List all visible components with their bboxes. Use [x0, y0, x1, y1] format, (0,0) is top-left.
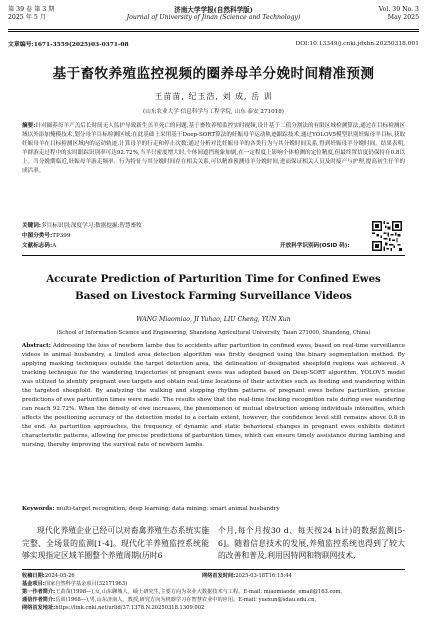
authors-cn: 王苗苗, 纪玉浩, 刘 成, 岳 训: [154, 92, 273, 101]
received-label: 收稿日期:: [22, 573, 45, 579]
keywords-en-text: multi-target recognition; deep learning; data mining; smart animal husbandry: [56, 506, 280, 512]
abstract-en: [22, 342, 405, 450]
header-rule: [8, 29, 419, 30]
document-code: [22, 242, 56, 251]
received-date: 2024-05-26: [44, 573, 75, 579]
document-code-label: 文献标志码:: [22, 243, 53, 249]
clc-value: TP399: [52, 233, 71, 239]
body-text-right: 个月,每个月按30 d、每天按24 h计)的数据监测[5-6]。随着信息技术的发展,养殖监控系统也得到了较大的改善和普及,利用因特网和物联网技术,: [218, 526, 405, 561]
journal-name-cn: 济南大学学报(自然科学版): [174, 6, 253, 14]
osid-label: 开放科学识别码(OSID 码):: [280, 243, 350, 249]
online-date: 2025-03-18T16:15:44: [235, 573, 292, 579]
title-cn: 基于畜牧养殖监控视频的圈养母羊分娩时间精准预测: [52, 66, 375, 82]
body-text-left: 现代化养殖企业已经可以对畜禽养殖生态系统实施完整、全场景的监测[1-4]。现代化羊养殖监控系统能够实现指定区域羊圈整个养殖周期(历时6: [22, 526, 209, 561]
volume-en: Vol. 39 No. 3: [378, 6, 419, 13]
clc-number: [22, 232, 70, 241]
authors-en: WANG Miaomiao, JI Yuhao, LIU Cheng, YUN Xun: [136, 316, 291, 323]
date-en: May 2025: [387, 14, 419, 21]
journal-name-en: Journal of University of Jinan (Science and Technology): [126, 14, 301, 21]
first-author-label: 第一作者简介:: [22, 589, 56, 595]
date-cn: 2025 年 5 月: [8, 14, 46, 21]
header-right: [379, 6, 419, 22]
document-code-value: A: [52, 243, 57, 249]
url-label: 网络首发地址:: [22, 605, 56, 611]
abstract-cn: [22, 122, 405, 177]
keywords-en: [22, 505, 405, 514]
doi: DOI:10.13349/j.cnki.jdxbn.20250318.001: [295, 41, 419, 47]
title-en-line1: Accurate Prediction of Parturition Time for Confined Ewes: [46, 273, 381, 285]
article-meta: [8, 40, 419, 49]
keywords-en-label: Keywords:: [22, 506, 55, 512]
title-en-line2: Based on Livestock Farming Surveillance Videos: [75, 289, 352, 302]
corresponding-text: 岳训(1968—),男,山东济南人。教授,研究方向为机器学习在智慧农业中的应用。E-mail: yuexun@sdau.edu.cn。: [55, 597, 320, 603]
online-url[interactable]: https://link.cnki.net/urlid/37.1378.N.20250318.1309.002: [55, 605, 205, 611]
footnote-fund: [22, 580, 405, 588]
footnote-rule: [22, 569, 405, 570]
first-author-text: 王苗苗(1998—),女,山东聊城人。硕士研究生,主要方向为农业大数据技术与工程。E-mail: miaomiaode_email@163.com。: [55, 589, 346, 595]
corresponding-label: 通信作者简介:: [22, 597, 56, 603]
fund-text: 国家自然科学基金项目(32171963): [44, 581, 128, 587]
running-header: [8, 4, 419, 28]
keywords-cn-label: 关键词:: [22, 223, 42, 229]
affiliation-en: (School of Information Science and Engineering, Shandong Agricultural University, Taian 271000, Shandong, China): [56, 330, 371, 336]
abstract-cn-text: 针对圈养母羊产羔后长时间无人监护导致新生羔羊死亡的问题,基于畜牧养殖监控实时视频,设计基于二值分割法的有限区域检测算法,通过在目标检测区域以外添加掩模技术,划分母羊目标检测区域;在此基础上采用基于Deep-SORT算法的妊娠母羊运动轨迹跟踪技术,通过YOLOV5模型识别妊娠母羊目标,获取妊娠母羊在目标检测区域内的运动轨迹,计算母羊的行走和停止次数;通过分析对比妊娠母羊的各类行为与其分娩时间关系,得到妊娠母羊分娩时间。结果表明,羊群游走过程中的实时跟踪识别率可达92.72%,当羊只密度增大时,个体间遮挡现象加剧,在一定程度上影响个体检测的定位精度,但最终置信度仍保持在0.8以上。当分娩期临近,妊娠母羊游走频率、行为特征与其分娩时间存在相关关系,可以精准预测母羊分娩时间,进而保证相关人员及时接产与护理,提高初生仔羊的成活率。: [22, 123, 405, 175]
article-number: 文章编号:1671-3559(2025)03-0371-08: [8, 41, 129, 48]
keywords-cn-text: 多目标识别;深度学习;数据挖掘;智慧畜牧: [41, 223, 142, 229]
header-rule-thin: [8, 31, 419, 32]
title-en: [0, 271, 427, 304]
header-center: [8, 6, 419, 22]
abstract-en-label: Abstract:: [22, 343, 51, 349]
qr-code-icon[interactable]: [372, 221, 402, 251]
abstract-cn-label: 摘要:: [22, 123, 36, 129]
keywords-cn: [22, 222, 405, 231]
clc-label: 中图分类号:: [22, 233, 53, 239]
affiliation-cn: (山东农业大学 信息科学与工程学院, 山东 泰安 271018): [143, 109, 284, 115]
section-divider: [22, 255, 405, 256]
volume-cn: 第 39 卷 第 3 期: [8, 6, 55, 13]
fund-label: 基金项目:: [22, 581, 45, 587]
footnote-dates: [22, 572, 405, 580]
online-label: 网络首发时间:: [202, 573, 236, 579]
footnote-first-author: [22, 588, 405, 596]
footnote-corresponding: [22, 596, 405, 604]
abstract-en-text: Addressing the loss of newborn lambs due to accidents after parturition in confined ewes, based on real-time surveillance videos in animal husbandry, a limited area detection algorithm was firstly designed using the binary segmentation method. By applying masking techniques outside the target detection area, the delineation of designated sheepfold regions was achieved. A tracking technique for the wandering trajectories of pregnant ewes was adopted based on Deep-SORT algorithm, YOLOV5 model was utilized to identify pregnant ewe targets and obtain real-time locations of their activities such as feeding and wandering within the targeted sheepfold. By analyzing the walking and stopping rhythm patterns of pregnant ewes before parturition, precise predictions of ewe parturition times were made. The results show that the real-time tracking recognition rate during ewe wandering can reach 92.72%. When the density of ewe increases, the phenomenon of mutual obstruction among individuals intensifies, which affects the positioning accuracy of the detection model to a certain extent, however, the confidence level still remains above 0.8 in the end. As parturition approaches, the frequency of dynamic and static behavioral changes in pregnant ewes exhibits distinct characteristic patterns, allowing for precise predictions of parturition times, which can ensure timely assistance during lambing and nursing, thereby improving the survival rate of newborn lambs.: [22, 343, 406, 448]
footnote-url: [22, 604, 405, 612]
